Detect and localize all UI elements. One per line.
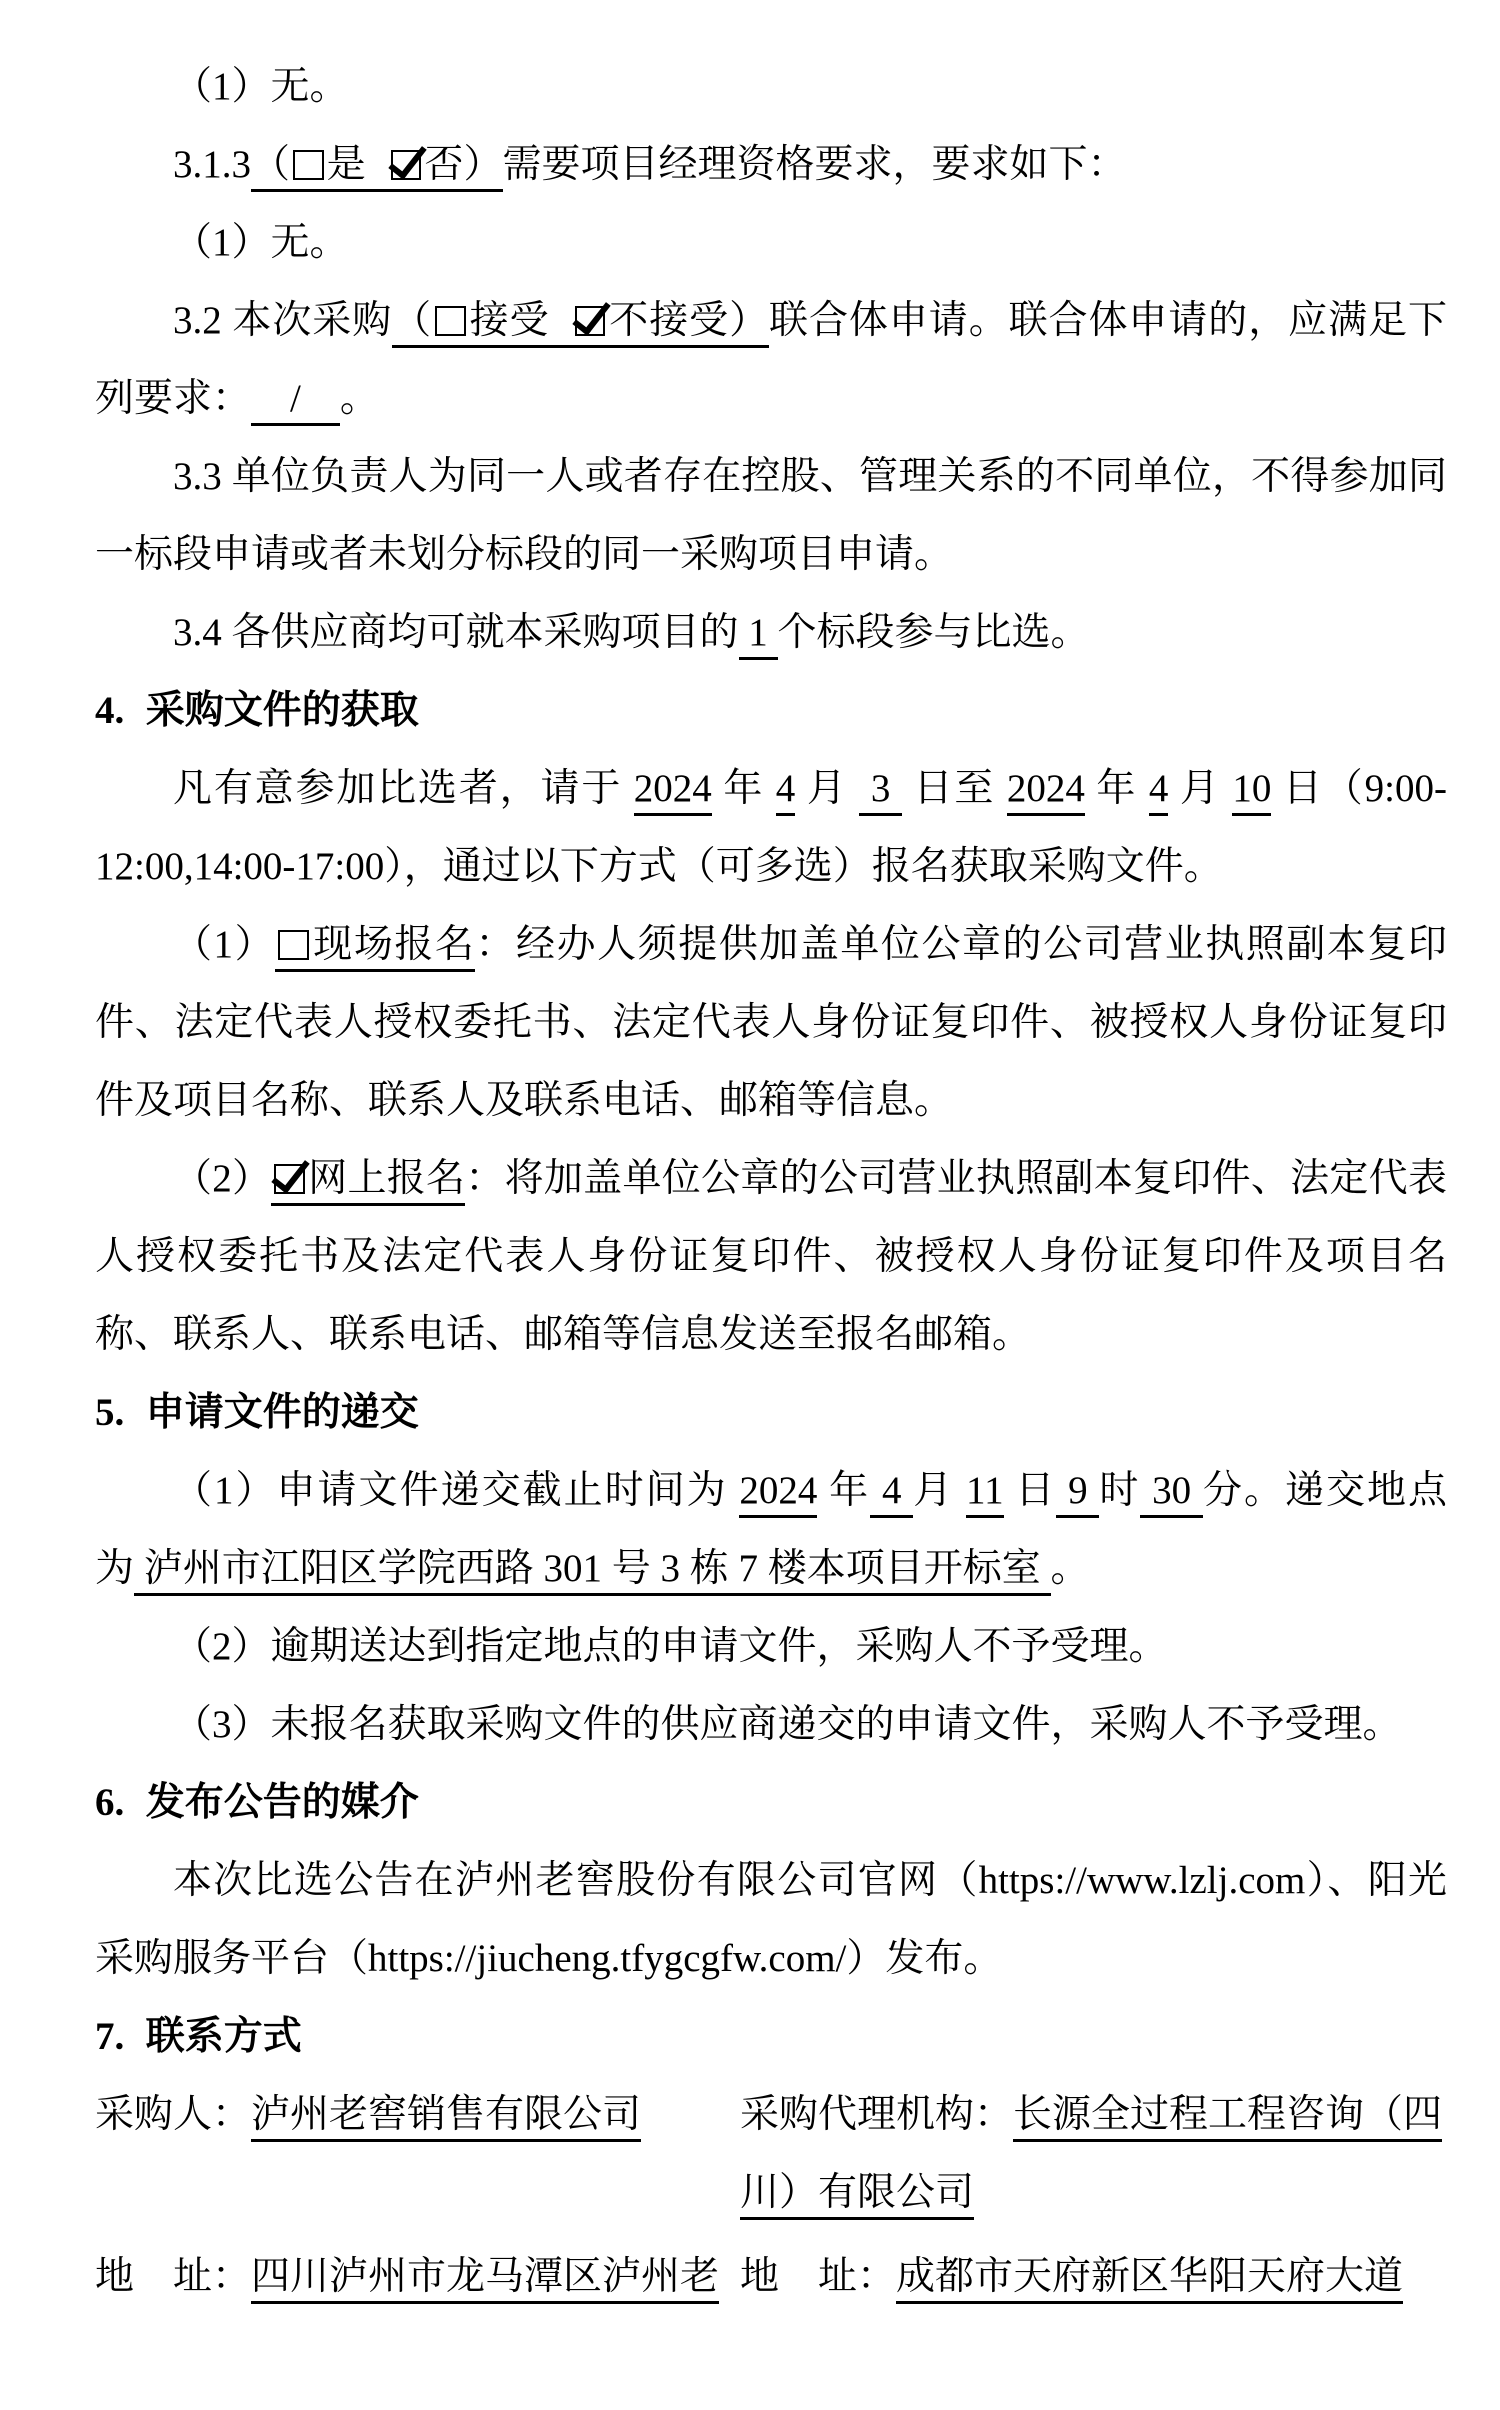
section-title: 发布公告的媒介 xyxy=(145,1781,419,1824)
text-run: （2）逾期送达到指定地点的申请文件，采购人不予受理。 xyxy=(173,1625,1168,1668)
option-reject-label: 不接受 xyxy=(608,299,730,342)
clause-3-1-3-item-none xyxy=(95,204,1447,282)
clause-3-1-3 xyxy=(95,126,1447,204)
section-title: 联系方式 xyxy=(145,2015,302,2058)
announcement-media-paragraph xyxy=(95,1842,1447,1998)
onsite-option-label: 现场报名 xyxy=(311,923,476,966)
text-run: 时 xyxy=(1099,1469,1141,1512)
contact-row-addresses xyxy=(95,2238,1447,2316)
date-field: 11 xyxy=(966,1469,1004,1518)
clause-3-2 xyxy=(95,282,1447,438)
text-run: ： xyxy=(465,1157,505,1200)
option-accept-label: 接受 xyxy=(468,299,550,342)
text-run: ： xyxy=(475,923,517,966)
section-4-heading xyxy=(95,672,1447,750)
submission-note-3 xyxy=(95,1686,1447,1764)
text-run: 需要项目经理资格要求，要求如下： xyxy=(502,143,1127,186)
text-run: （1）无。 xyxy=(173,221,349,264)
text-run: 联合体申请。联合体申请的，应满足下列要求： xyxy=(95,299,1447,420)
agency-label: 采购代理机构： xyxy=(740,2093,1014,2136)
purchaser-name: 泸州老窖销售有限公司 xyxy=(251,2093,641,2142)
text-run: 个标段参与比选。 xyxy=(777,611,1090,654)
text-run: 年 xyxy=(817,1469,871,1512)
text-run: 经办人须提供加盖单位公章的公司营业执照副本复印件、法定代表人授权委托书、法定代表人身份证复印件、被授权人身份证复印件及项目名称、联系人及联系电话、邮箱等信息。 xyxy=(95,923,1447,1122)
agency-address: 成都市天府新区华阳天府大道 xyxy=(896,2255,1403,2304)
section-title: 申请文件的递交 xyxy=(145,1391,419,1434)
agency-address-label: 地 址： xyxy=(740,2255,897,2298)
contact-row-names xyxy=(95,2076,1447,2232)
text-run: 3.4 各供应商均可就本采购项目的 xyxy=(173,611,739,654)
purchaser-address: 四川泸州市龙马潭区泸州老 xyxy=(251,2255,719,2304)
text-run: 年 xyxy=(1084,767,1149,810)
text-run: （ xyxy=(251,143,291,186)
submission-address-field: 泸州市江阳区学院西路 301 号 3 栋 7 楼本项目开标室 xyxy=(134,1547,1051,1596)
text-run: 凡有意参加比选者，请于 xyxy=(173,767,634,810)
text-run: 分。递交地点为 xyxy=(95,1469,1447,1590)
agency-name: 长源全过程工程咨询（四川）有限公司 xyxy=(740,2093,1442,2220)
accept-reject-field xyxy=(392,299,769,348)
section-7-heading xyxy=(95,1998,1447,2076)
purchaser-label: 采购人： xyxy=(95,2093,252,2136)
text-run: （3）未报名获取采购文件的供应商递交的申请文件，采购人不予受理。 xyxy=(173,1703,1402,1746)
section-5-heading xyxy=(95,1374,1447,1452)
text-run: （2） xyxy=(173,1157,272,1200)
date-field: 4 xyxy=(776,767,796,816)
checkbox-unchecked-icon xyxy=(435,306,465,336)
blank-field-slash: / xyxy=(251,377,340,426)
date-field: 2024 xyxy=(634,767,712,816)
onsite-option-field xyxy=(275,923,475,972)
date-field: 2024 xyxy=(1007,767,1085,816)
checkbox-checked-icon xyxy=(575,306,605,336)
text-run: 月 xyxy=(1168,767,1233,810)
text-run: 月 xyxy=(795,767,860,810)
purchaser-address-cell xyxy=(95,2238,740,2316)
submission-deadline-paragraph xyxy=(95,1452,1447,1608)
section-number: 5. xyxy=(95,1391,125,1434)
section-number: 7. xyxy=(95,2015,125,2058)
registration-option-online xyxy=(95,1140,1447,1374)
checkbox-unchecked-icon xyxy=(278,930,308,960)
section-6-heading xyxy=(95,1764,1447,1842)
lot-count-field: 1 xyxy=(739,611,778,660)
text-run: （ xyxy=(392,299,433,342)
text-run: （1）无。 xyxy=(173,65,349,108)
text-run: （1）申请文件递交截止时间为 xyxy=(173,1469,740,1512)
text-run: 日 xyxy=(1003,1469,1057,1512)
option-yes-label: 是 xyxy=(326,143,366,186)
agency-cell xyxy=(740,2076,1447,2232)
checkbox-unchecked-icon xyxy=(293,150,323,180)
text-run: 将加盖单位公章的公司营业执照副本复印件、法定代表人授权委托书及法定代表人身份证复印件、被授权人身份证复印件及项目名称、联系人、联系电话、邮箱等信息发送至报名邮箱。 xyxy=(95,1157,1447,1356)
text-run: 3.3 单位负责人为同一人或者存在控股、管理关系的不同单位，不得参加同一标段申请或者未划分标段的同一采购项目申请。 xyxy=(95,455,1447,576)
agency-address-cell xyxy=(740,2238,1447,2316)
date-field: 4 xyxy=(1149,767,1169,816)
checkbox-checked-icon xyxy=(274,1164,304,1194)
clause-3-4 xyxy=(95,594,1447,672)
section-title: 采购文件的获取 xyxy=(145,689,419,732)
date-field: 10 xyxy=(1232,767,1271,816)
online-option-field xyxy=(271,1157,465,1206)
option-no-label: 否 xyxy=(424,143,464,186)
yes-no-field xyxy=(251,143,503,192)
clause-number: 3.1.3 xyxy=(173,143,251,186)
registration-option-onsite xyxy=(95,906,1447,1140)
text-run: 。 xyxy=(339,377,379,420)
text-run: 日至 xyxy=(901,767,1007,810)
section-number: 6. xyxy=(95,1781,125,1824)
text-run: ） xyxy=(729,299,770,342)
text-run: （1） xyxy=(173,923,276,966)
section-number: 4. xyxy=(95,689,125,732)
time-field: 30 xyxy=(1140,1469,1203,1518)
date-field: 4 xyxy=(870,1469,913,1518)
purchaser-address-label: 地 址： xyxy=(95,2255,252,2298)
submission-note-2 xyxy=(95,1608,1447,1686)
text-run: 年 xyxy=(711,767,776,810)
clause-3-1-2-item-none xyxy=(95,48,1447,126)
purchaser-cell xyxy=(95,2076,740,2232)
section-4-paragraph xyxy=(95,750,1447,906)
text-run: 月 xyxy=(913,1469,967,1512)
clause-number: 3.2 本次采购 xyxy=(173,299,393,342)
date-field: 3 xyxy=(859,767,902,816)
date-field: 2024 xyxy=(739,1469,817,1518)
online-option-label: 网上报名 xyxy=(307,1157,466,1200)
text-run: 。 xyxy=(1050,1547,1090,1590)
text-run: ） xyxy=(463,143,503,186)
text-run: 日（9:00-12:00,14:00-17:00），通过以下方式（可多选）报名获取采购文件。 xyxy=(95,767,1447,888)
checkbox-checked-icon xyxy=(391,150,421,180)
time-field: 9 xyxy=(1056,1469,1099,1518)
clause-3-3 xyxy=(95,438,1447,594)
text-run: 本次比选公告在泸州老窖股份有限公司官网（https://www.lzlj.com）、阳光采购服务平台（https://jiucheng.tfygcgfw.com/）发布。 xyxy=(95,1859,1447,1980)
